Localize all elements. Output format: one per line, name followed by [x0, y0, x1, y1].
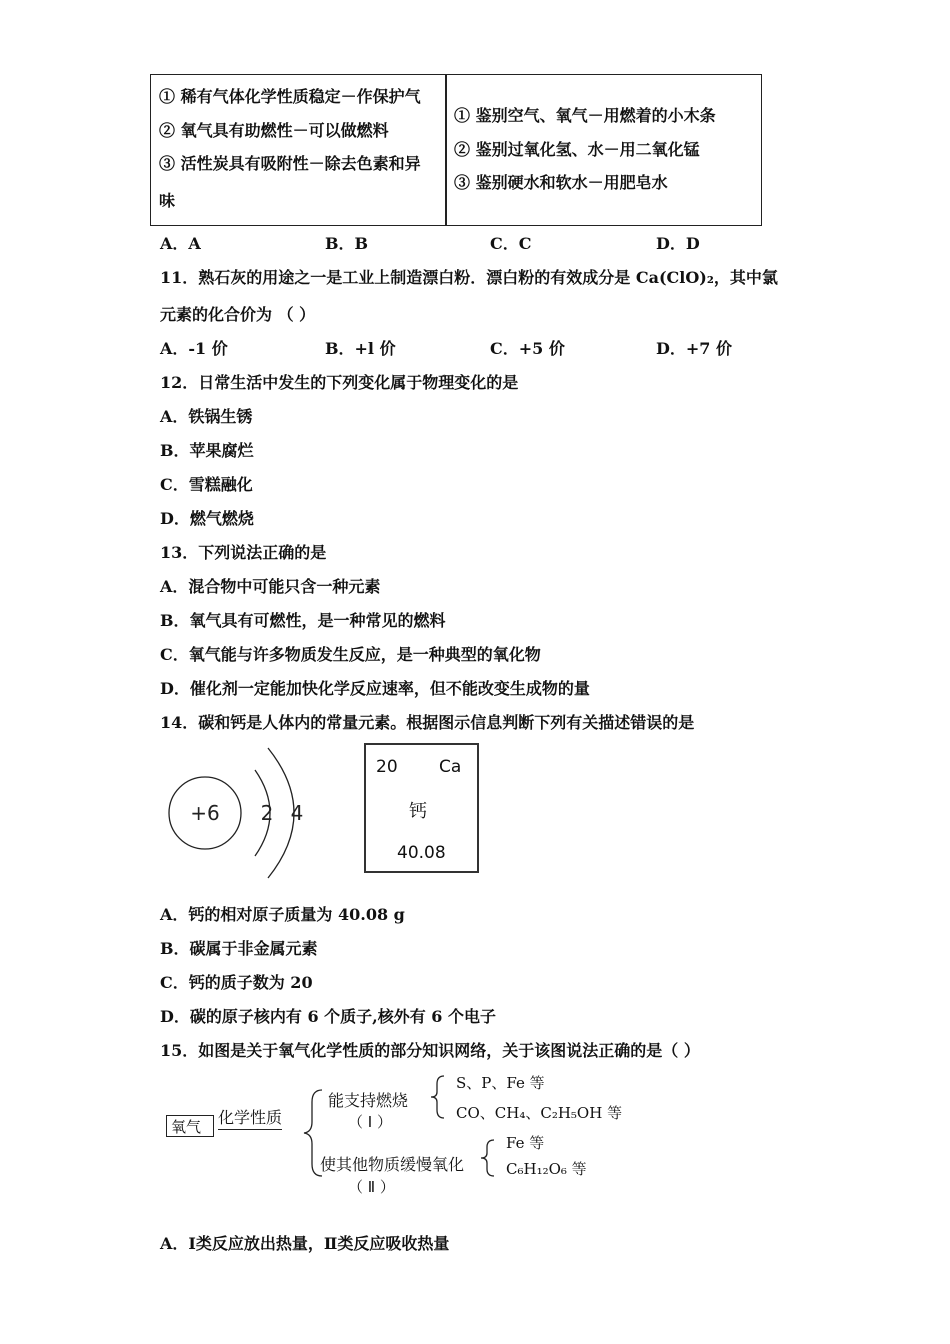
table-left-line-3: ③ 活性炭具有吸附性－除去色素和异 — [159, 154, 421, 173]
q13-stem: 13．下列说法正确的是 — [160, 543, 327, 562]
table-left-line-1: ① 稀有气体化学性质稳定－作保护气 — [159, 87, 421, 106]
q10-option-b: B．B — [325, 234, 369, 253]
q15-stem: 15．如图是关于氧气化学性质的部分知识网络，关于该图说法正确的是（ ） — [160, 1041, 700, 1060]
q13-option-d: D．催化剂一定能加快化学反应速率，但不能改变生成物的量 — [160, 679, 590, 698]
q10-option-a: A．A — [160, 234, 201, 253]
q11-stem-line2: 元素的化合价为 （ ） — [160, 305, 316, 324]
brace-branch-2 — [478, 1138, 498, 1178]
nucleus-charge: +6 — [190, 801, 220, 825]
table-left-line-2: ② 氧气具有助燃性－可以做燃料 — [159, 121, 389, 140]
element-name: 钙 — [409, 801, 427, 822]
q12-option-b: B．苹果腐烂 — [160, 441, 254, 460]
q13-option-a: A．混合物中可能只含一种元素 — [160, 577, 381, 596]
calcium-element-cell — [364, 743, 479, 873]
q11-option-d: D．+7 价 — [656, 339, 732, 358]
atomic-number: 20 — [376, 757, 398, 777]
q12-stem: 12．日常生活中发生的下列变化属于物理变化的是 — [160, 373, 519, 392]
q12-option-d: D．燃气燃烧 — [160, 509, 254, 528]
shell-2-electrons: 4 — [290, 801, 304, 825]
q11-option-a: A．-1 价 — [160, 339, 228, 358]
q10-option-c: C．C — [490, 234, 532, 253]
table-right-line-1: ① 鉴别空气、氧气－用燃着的小木条 — [454, 106, 716, 125]
table-left-line-4: 味 — [159, 191, 176, 210]
branch-1-label: 能支持燃烧 — [328, 1091, 409, 1110]
table-right-line-3: ③ 鉴别硬水和软水－用肥皂水 — [454, 173, 668, 192]
shell-1-electrons: 2 — [260, 801, 274, 825]
q14-stem: 14．碳和钙是人体内的常量元素。根据图示信息判断下列有关描述错误的是 — [160, 713, 695, 732]
carbon-atom-diagram — [160, 740, 320, 885]
branch-2-item-2: C₆H₁₂O₆ 等 — [506, 1160, 587, 1178]
chemical-property-label: 化学性质 — [218, 1105, 282, 1130]
q14-option-c: C．钙的质子数为 20 — [160, 973, 313, 992]
q10-option-d: D．D — [656, 234, 700, 253]
branch-1-tag: （ Ⅰ ） — [348, 1113, 392, 1131]
element-symbol: Ca — [439, 757, 462, 777]
q14-option-a: A．钙的相对原子质量为 40.08 g — [160, 905, 405, 924]
branch-2-label: 使其他物质缓慢氧化 — [320, 1155, 465, 1174]
oxygen-box: 氧气 — [166, 1115, 214, 1137]
q13-option-b: B．氧气具有可燃性，是一种常见的燃料 — [160, 611, 446, 630]
branch-2-item-1: Fe 等 — [506, 1134, 545, 1152]
branch-1-item-2: CO、CH₄、C₂H₅OH 等 — [456, 1104, 623, 1122]
q14-option-d: D．碳的原子核内有 6 个质子,核外有 6 个电子 — [160, 1007, 496, 1026]
branch-2-tag: （ Ⅱ ） — [348, 1178, 395, 1196]
table-right-line-2: ② 鉴别过氧化氢、水－用二氧化锰 — [454, 140, 700, 159]
oxygen-knowledge-diagram — [160, 1068, 640, 1198]
q12-option-a: A．铁锅生锈 — [160, 407, 253, 426]
q11-stem-line1: 11．熟石灰的用途之一是工业上制造漂白粉．漂白粉的有效成分是 Ca(ClO)₂，其中氯 — [160, 268, 778, 287]
q12-option-c: C．雪糕融化 — [160, 475, 253, 494]
q14-option-b: B．碳属于非金属元素 — [160, 939, 318, 958]
q13-option-c: C．氧气能与许多物质发生反应，是一种典型的氧化物 — [160, 645, 541, 664]
brace-branch-1 — [428, 1074, 448, 1120]
atomic-mass: 40.08 — [397, 843, 446, 863]
branch-1-item-1: S、P、Fe 等 — [456, 1074, 545, 1092]
q15-option-a: A．Ⅰ类反应放出热量，Ⅱ类反应吸收热量 — [160, 1234, 450, 1253]
q11-option-b: B．+l 价 — [325, 339, 396, 358]
q11-option-c: C．+5 价 — [490, 339, 565, 358]
